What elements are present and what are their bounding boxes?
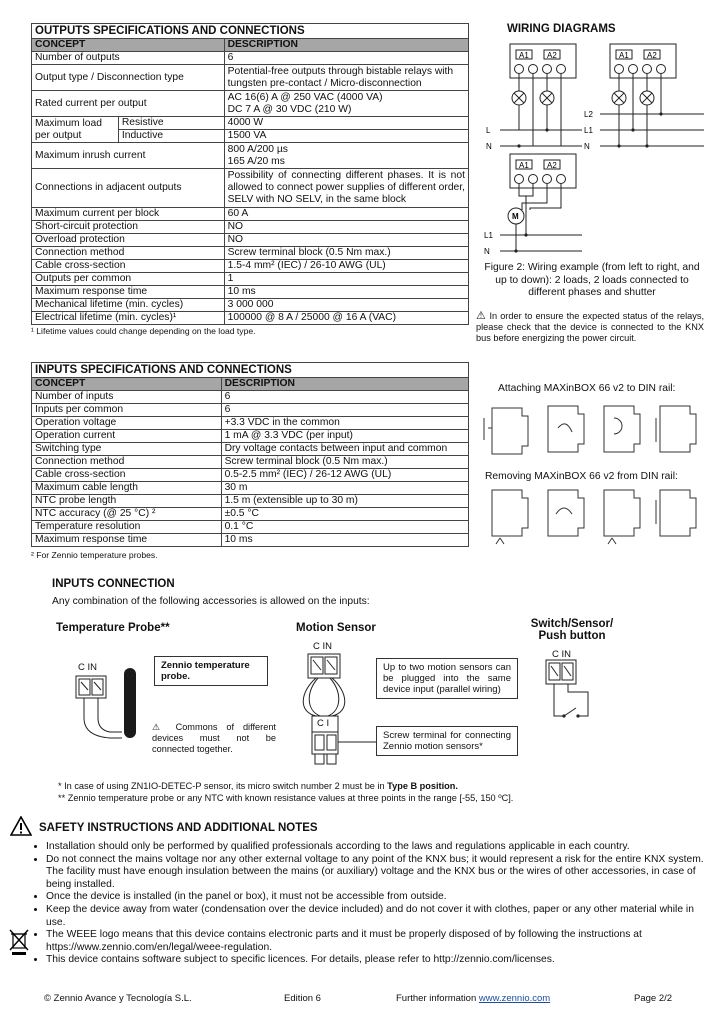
table-cell: 60 A [224,208,468,221]
table-cell: 10 ms [221,534,468,547]
table-cell: Maximum inrush current [32,143,225,169]
table-cell: Electrical lifetime (min. cycles)¹ [32,312,225,325]
safety-title: SAFETY INSTRUCTIONS AND ADDITIONAL NOTES [39,822,318,834]
col-concept: CONCEPT [32,378,222,391]
temp-c-in-label: C IN [78,662,97,673]
table-cell: Number of inputs [32,391,222,404]
table-cell: 1.5-4 mm² (IEC) / 26-10 AWG (UL) [224,260,468,273]
table-row [32,430,469,443]
motor-label: M [512,212,519,221]
safety-item: • This device contains software subject to specific licences. For details, please refer to http://zennio.com/licenses. [46,954,706,967]
table-cell: Operation current [32,430,222,443]
table-row [32,391,469,404]
terminal-a1-label: A1 [519,51,529,60]
table-cell: NO [224,221,468,234]
motion-box-terminal: Screw terminal for connecting Zennio motion sensors* [376,726,518,756]
table-cell: Temperature resolution [32,521,222,534]
table-cell: +3.3 VDC in the common [221,417,468,430]
warning-icon: ⚠ [476,310,487,322]
motion-ci-label: C I [317,718,330,729]
footer-website-link[interactable]: www.zennio.com [478,993,551,1004]
table-cell: Maximum cable length [32,482,222,495]
safety-item: • The WEEE logo means that this device contains electronic parts and it must be properly disposed of by following the instructions at https://www.zennio.com/en/legal/weee-regulation. [46,929,706,954]
terminal-a1-label: A1 [619,51,629,60]
line-n-label: N [486,142,492,151]
temp-probe-illustration [70,660,150,748]
safety-item: • Installation should only be performed by qualified professionals according to the laws and regulations applicable in each country. [46,841,706,854]
table-cell: NTC accuracy (@ 25 °C) ² [32,508,222,521]
table-row [32,534,469,547]
table-row [32,508,469,521]
terminal-a2-label: A2 [547,161,557,170]
wiring-warning [476,311,704,344]
table-cell: NO [224,234,468,247]
motion-box-parallel: Up to two motion sensors can be plugged into the same device input (parallel wiring) [376,658,518,699]
table-row [32,417,469,430]
table-row [32,469,469,482]
table-cell: 3 000 000 [224,299,468,312]
col-concept: CONCEPT [32,39,225,52]
table-cell: Cable cross-section [32,469,222,482]
table-cell: 1500 VA [224,130,468,143]
inputs-footnote: ² For Zennio temperature probes. [31,550,158,560]
table-cell: Connections in adjacent outputs [32,169,225,208]
table-row [32,443,469,456]
table-cell: 4000 W [224,117,468,130]
footer-page: Page 2/2 [634,993,673,1004]
line-n-label: N [584,142,590,151]
inputs-spec-table [31,362,469,547]
outputs-spec-table [31,23,469,325]
wiring-diagram-two-phases [584,44,704,151]
table-cell: Switching type [32,443,222,456]
outputs-table-title: OUTPUTS SPECIFICATIONS AND CONNECTIONS [32,24,469,39]
din-attach-illustration [480,398,710,464]
table-row [32,521,469,534]
cell-line: 800 A/200 µs [227,143,288,155]
table-cell: 6 [221,391,468,404]
commons-note [152,722,276,755]
table-cell: 100000 @ 8 A / 25000 @ 16 A (VAC) [224,312,468,325]
table-cell: Resistive [118,117,224,130]
table-cell: Mechanical lifetime (min. cycles) [32,299,225,312]
table-cell: Outputs per common [32,273,225,286]
inputs-table-title: INPUTS SPECIFICATIONS AND CONNECTIONS [32,363,469,378]
footer-edition: Edition 6 [284,993,321,1004]
line-l-label: L [486,126,491,135]
warning-icon [10,816,32,836]
table-cell: Inputs per common [32,404,222,417]
table-cell: 1.5 m (extensible up to 30 m) [221,495,468,508]
safety-list [32,841,706,967]
footer-company: © Zennio Avance y Tecnología S.L. [44,993,192,1004]
table-cell: 30 m [221,482,468,495]
cell-line: AC 16(6) A @ 250 VAC (4000 VA) [227,91,383,103]
line-n-label: N [484,247,490,256]
table-cell: 0.5-2.5 mm² (IEC) / 26-12 AWG (UL) [221,469,468,482]
table-cell: Maximum response time [32,286,225,299]
cell-line: DC 7 A @ 30 VDC (210 W) [227,103,352,115]
inputs-note-1 [58,781,458,792]
table-row [32,456,469,469]
table-cell: Possibility of connecting different phases. It is not allowed to connect power supplies of different order, SELV with NO SELV, in the same block [224,169,468,208]
table-cell: Rated current per output [32,91,225,117]
col-description: DESCRIPTION [224,39,468,52]
temp-probe-box: Zennio temperature probe. [154,656,268,686]
inputs-connection-title: INPUTS CONNECTION [52,578,175,590]
table-cell: Connection method [32,247,225,260]
table-cell: Short-circuit protection [32,221,225,234]
safety-item: • Keep the device away from water (condensation over the device included) and do not cover it with clothes, paper or any other material while in use. [46,904,706,929]
footer-info-text: Further information [396,993,479,1004]
line-l1-label: L1 [584,126,593,135]
din-remove-title: Removing MAXinBOX 66 v2 from DIN rail: [485,471,678,482]
table-row [32,495,469,508]
table-cell: 6 [224,52,468,65]
safety-item: • Do not connect the mains voltage nor any other external voltage to any point of the KNX bus; it would represent a risk for the entire KNX system. The facility must have enough insulation between the mains (or auxiliary) voltage and the KNX bus or the wires of other accessories, in case of being installed. [46,854,706,892]
motion-sensor-illustration [298,652,378,770]
terminal-a2-label: A2 [647,51,657,60]
terminal-a2-label: A2 [547,51,557,60]
table-row [32,404,469,417]
switch-sensor-title: Switch/Sensor/ Push button [530,618,614,642]
table-row [32,482,469,495]
table-cell: Maximum response time [32,534,222,547]
motion-sensor-title: Motion Sensor [296,622,376,634]
inputs-note-1-text: * In case of using ZN1IO-DETEC-P sensor, its micro switch number 2 must be in [58,781,388,791]
weee-bin-icon [8,928,30,956]
table-cell: Potential-free outputs through bistable relays with tungsten pre-contact / Micro-disconnection [224,65,468,91]
table-cell: Overload protection [32,234,225,247]
table-cell: Number of outputs [32,52,225,65]
table-cell: Operation voltage [32,417,222,430]
probe-icon [124,668,136,738]
switch-c-in-label: C IN [552,649,571,660]
table-cell: NTC probe length [32,495,222,508]
table-cell: 6 [221,404,468,417]
cell-line: 165 A/20 ms [227,155,285,167]
line-l2-label: L2 [584,110,593,119]
safety-item: • Once the device is installed (in the panel or box), it must not be accessible from outside. [46,891,706,904]
table-cell: Inductive [118,130,224,143]
wiring-diagram-svg [478,38,710,260]
commons-note-text: Commons of different devices must not be connected together. [152,722,276,754]
wiring-warning-text: In order to ensure the expected status of the relays, please check that the device is connected to the KNX bus before energizing the power circuit. [476,311,705,343]
switch-icon [564,708,576,716]
inputs-note-1-bold: Type B position. [387,781,458,791]
col-description: DESCRIPTION [221,378,468,391]
inputs-note-2: ** Zennio temperature probe or any NTC with known resistance values at three points in the range [-55, 150 ºC]. [58,793,514,803]
wiring-title: WIRING DIAGRAMS [507,23,616,35]
table-cell: Cable cross-section [32,260,225,273]
warning-icon: ⚠ [152,722,167,732]
table-cell: Screw terminal block (0.5 Nm max.) [221,456,468,469]
table-cell: 1 mA @ 3.3 VDC (per input) [221,430,468,443]
table-cell: 10 ms [224,286,468,299]
outputs-footnote: ¹ Lifetime values could change depending on the load type. [31,326,256,336]
table-cell: Maximum current per block [32,208,225,221]
table-cell: Maximum load per output [32,117,119,143]
footer-info [396,993,550,1004]
line-l1-label: L1 [484,231,493,240]
temp-probe-title: Temperature Probe** [56,622,170,634]
table-cell: 1 [224,273,468,286]
table-cell: ±0.5 °C [221,508,468,521]
wiring-diagram-two-loads [486,44,582,151]
switch-illustration [540,658,600,724]
table-cell: Dry voltage contacts between input and common [221,443,468,456]
terminal-a1-label: A1 [519,161,529,170]
table-cell [224,91,468,117]
motion-c-in-label: C IN [313,641,332,652]
inputs-connection-intro: Any combination of the following accessories is allowed on the inputs: [52,596,370,607]
din-attach-title: Attaching MAXinBOX 66 v2 to DIN rail: [498,383,676,394]
table-cell: Screw terminal block (0.5 Nm max.) [224,247,468,260]
table-cell [224,143,468,169]
table-cell: Connection method [32,456,222,469]
table-cell: Output type / Disconnection type [32,65,225,91]
wiring-diagram-shutter [484,154,582,256]
din-remove-illustration [480,484,710,546]
wiring-caption: Figure 2: Wiring example (from left to right, and up to down): 2 loads, 2 loads connected to different phases and shutter [484,262,700,298]
table-cell: 0.1 °C [221,521,468,534]
